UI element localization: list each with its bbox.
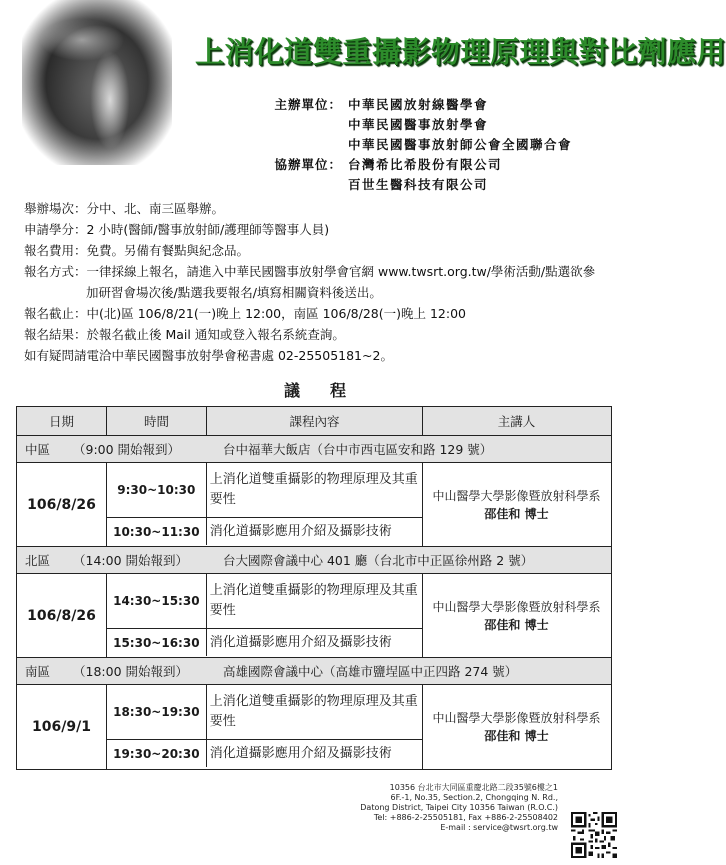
host-label: 主辦單位： [274,97,342,112]
table-row [107,629,422,656]
speaker [423,574,610,657]
speaker-name: 邵佳和 博士 [484,617,549,632]
session-time: 15:30~16:30 [107,629,207,656]
cohost-org: 百世生醫科技有限公司 [348,177,489,192]
host-org: 中華民國放射線醫學會 [348,97,489,112]
table-header [17,407,611,436]
info-contact: 如有疑問請電洽中華民國醫事放射學會秘書處 02-25505181~2。 [24,348,393,363]
session-time: 10:30~11:30 [107,518,207,545]
speaker [423,685,610,769]
checkin-time: （9:00 開始報到） [73,442,181,457]
session-topic: 上消化道雙重攝影的物理原理及其重要性 [209,472,418,507]
host-org: 中華民國醫事放射學會 [348,117,489,132]
section-body-north [17,574,611,658]
session-topic: 上消化道雙重攝影的物理原理及其重要性 [209,583,418,618]
info-result: 報名結果：於報名截止後 Mail 通知或登入報名系統查詢。 [24,327,345,342]
region-name: 南區 [25,664,51,679]
footer-address-en-2: Datong District, Taipei City 10356 Taiwan (R.O.C.) [360,803,558,812]
footer-phone: Tel: +886-2-25505181, Fax +886-2-25508402 [373,813,558,822]
table-row [107,740,422,767]
xray-image [22,0,172,165]
header-speaker: 主講人 [497,414,536,429]
footer-address-en: 6F.-1, No.35, Section.2, Chongqing N. Rd., [390,793,558,802]
venue: 台大國際會議中心 401 廳（台北市中正區徐州路 2 號） [223,553,534,568]
table-row [107,518,422,545]
table-row [107,685,422,740]
info-venues: 舉辦場次：分中、北、南三區舉辦。 [24,201,225,216]
session-topic: 消化道攝影應用介紹及攝影技術 [209,745,392,761]
speaker [423,463,610,546]
info-deadline: 報名截止：中(北)區 106/8/21(一)晚上 12:00，南區 106/8/28(一)晚上 12:00 [24,306,466,321]
footer-address-zh: 10356 台北市大同區重慶北路二段35號6樓之1 [389,783,558,792]
table-row [107,574,422,629]
speaker-name: 邵佳和 博士 [484,506,549,521]
agenda-table [16,406,612,770]
info-credits: 申請學分：2 小時(醫師/醫事放射師/護理師等醫事人員) [24,222,330,237]
section-bar-north [17,547,611,574]
table-row [107,463,422,518]
agenda-title: 議程 [283,381,376,400]
cohost-org: 台灣希比希股份有限公司 [348,157,503,172]
info-registration: 報名方式：一律採線上報名，請進入中華民國醫事放射學會官網 www.twsrt.org.tw/學術活動/點選欲參 [24,264,596,279]
session-date: 106/8/26 [17,463,107,546]
venue: 台中福華大飯店（台中市西屯區安和路 129 號） [223,442,493,457]
session-topic: 消化道攝影應用介紹及攝影技術 [209,523,392,539]
section-body-south [17,685,611,769]
venue: 高雄國際會議中心（高雄市鹽埕區中正四路 274 號） [223,664,518,679]
session-date: 106/9/1 [17,685,107,769]
footer-contact [360,783,558,833]
host-org: 中華民國醫事放射師公會全國聯合會 [348,137,573,152]
session-date: 106/8/26 [17,574,107,657]
session-time: 19:30~20:30 [107,740,207,767]
page-title: 上消化道雙重攝影物理原理與對比劑應用 [195,35,726,69]
header-topic: 課程內容 [207,407,423,435]
speaker-name: 邵佳和 博士 [484,729,549,743]
qr-code-icon [571,812,617,858]
speaker-affiliation: 中山醫學大學影像暨放射科學系 [432,488,601,503]
info-fee: 報名費用：免費。另備有餐點與紀念品。 [24,243,250,258]
section-bar-south [17,658,611,685]
footer-email: E-mail : service@twsrt.org.tw [440,823,558,832]
checkin-time: （18:00 開始報到） [73,664,188,679]
event-info [24,198,624,366]
section-bar-central [17,436,611,463]
session-time: 14:30~15:30 [107,574,207,628]
session-time: 9:30~10:30 [107,463,207,517]
info-registration-cont: 加研習會場次後/點選我要報名/填寫相關資料後送出。 [86,285,382,300]
session-time: 18:30~19:30 [107,685,207,739]
checkin-time: （14:00 開始報到） [73,553,188,568]
header-date: 日期 [17,407,107,435]
speaker-affiliation: 中山醫學大學影像暨放射科學系 [432,711,601,725]
cohost-label: 協辦單位： [274,157,342,172]
region-name: 北區 [25,553,51,568]
session-topic: 消化道攝影應用介紹及攝影技術 [209,634,392,650]
region-name: 中區 [25,442,51,457]
session-topic: 上消化道雙重攝影的物理原理及其重要性 [209,694,418,729]
header-time: 時間 [107,407,207,435]
speaker-affiliation: 中山醫學大學影像暨放射科學系 [432,599,601,614]
organizers [250,95,572,195]
section-body-central [17,463,611,547]
